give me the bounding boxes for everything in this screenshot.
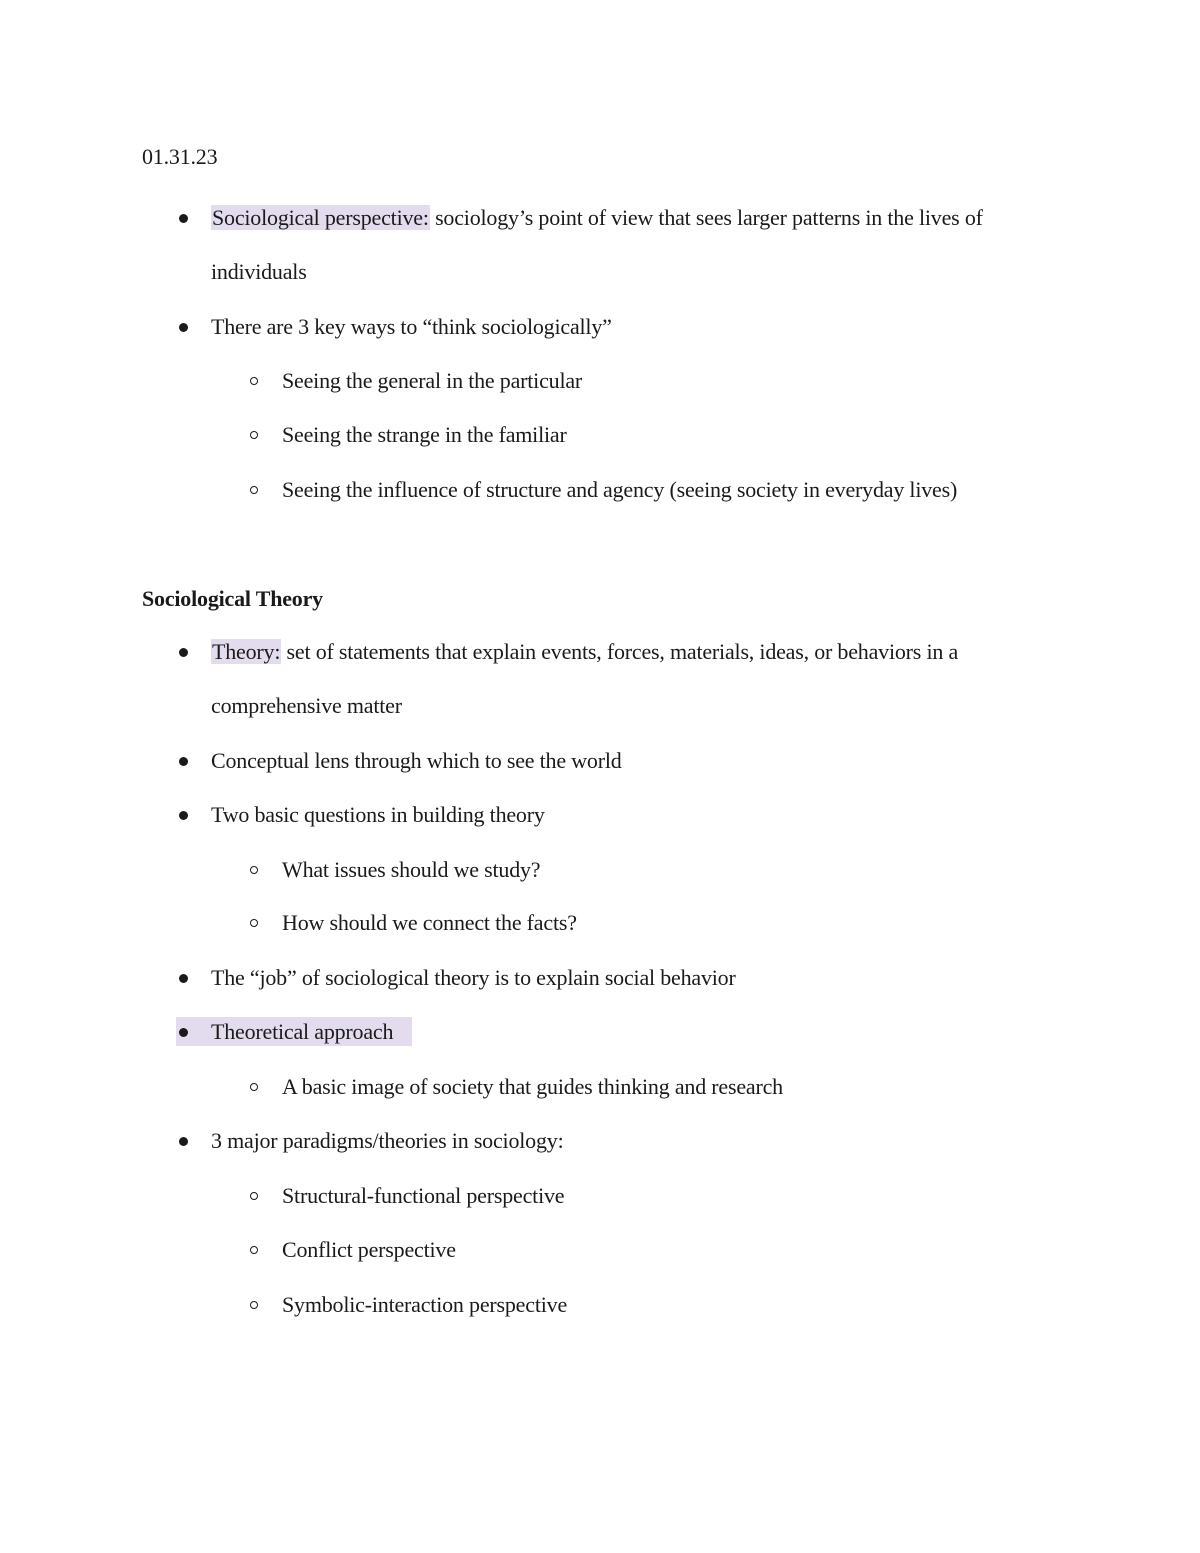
definition-text: set of statements that explain events, forces, materials, ideas, or behaviors in a: [281, 639, 959, 664]
section-heading: Sociological Theory: [142, 586, 323, 611]
bullet-circle-icon: [250, 1246, 258, 1254]
bullet-circle-icon: [250, 1192, 258, 1200]
sub-list-item: Seeing the strange in the familiar: [282, 422, 567, 447]
bullet-dot-icon: [179, 1137, 188, 1146]
bullet-dot-icon: [179, 648, 188, 657]
bullet-circle-icon: [250, 866, 258, 874]
bullet-circle-icon: [250, 1301, 258, 1309]
list-item: There are 3 key ways to “think sociologically”: [211, 314, 612, 339]
list-item-sociological-perspective: [211, 204, 983, 232]
definition-text: sociology’s point of view that sees larger patterns in the lives of: [429, 205, 983, 230]
bullet-circle-icon: [250, 431, 258, 439]
sub-list-item: Structural-functional perspective: [282, 1183, 565, 1208]
list-item-highlighted: Theoretical approach: [211, 1019, 394, 1044]
list-item: The “job” of sociological theory is to explain social behavior: [211, 965, 736, 990]
bullet-circle-icon: [250, 919, 258, 927]
sub-list-item: Seeing the influence of structure and agency (seeing society in everyday lives): [282, 477, 958, 502]
list-item: 3 major paradigms/theories in sociology:: [211, 1128, 564, 1153]
highlighted-term: Sociological perspective:: [212, 205, 429, 230]
bullet-circle-icon: [250, 1083, 258, 1091]
bullet-dot-icon: [179, 1028, 188, 1037]
list-item: Conceptual lens through which to see the world: [211, 748, 622, 773]
sub-list-item: Seeing the general in the particular: [282, 368, 583, 393]
bullet-circle-icon: [250, 486, 258, 494]
bullet-dot-icon: [179, 214, 188, 223]
bullet-dot-icon: [179, 323, 188, 332]
document-date: 01.31.23: [142, 144, 218, 169]
sub-list-item: What issues should we study?: [282, 857, 541, 882]
highlighted-term: Theory:: [212, 639, 281, 664]
list-item-continuation: comprehensive matter: [211, 693, 402, 718]
sub-list-item: Conflict perspective: [282, 1237, 456, 1262]
sub-list-item: How should we connect the facts?: [282, 910, 577, 935]
list-item-continuation: individuals: [211, 259, 307, 284]
list-item: Two basic questions in building theory: [211, 802, 545, 827]
sub-list-item: Symbolic-interaction perspective: [282, 1292, 568, 1317]
sub-list-item: A basic image of society that guides thinking and research: [282, 1074, 783, 1099]
list-item-theory: [211, 638, 958, 666]
bullet-dot-icon: [179, 811, 188, 820]
bullet-circle-icon: [250, 377, 258, 385]
bullet-dot-icon: [179, 757, 188, 766]
bullet-dot-icon: [179, 974, 188, 983]
